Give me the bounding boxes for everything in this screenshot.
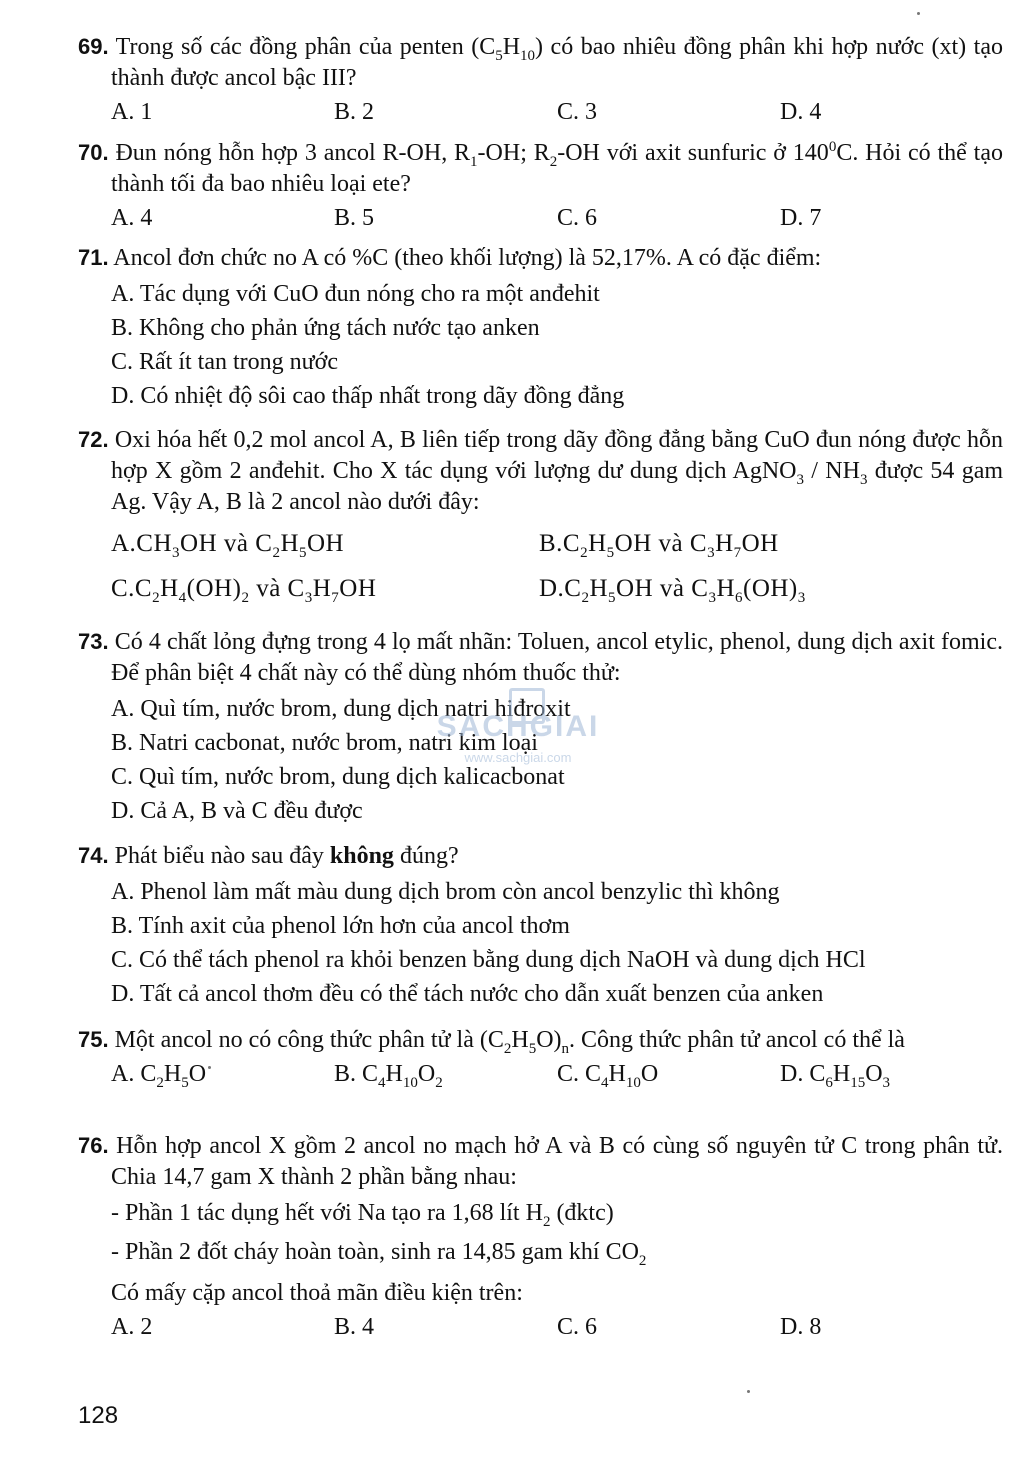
- option-c: C. 6: [557, 1314, 598, 1340]
- option-b: B. 2: [334, 99, 375, 125]
- option-d: $D.C_2H_5OH$ và $C_3H_6(OH)_3$: [539, 575, 806, 606]
- option-c: C. Rất ít tan trong nước: [111, 349, 339, 375]
- options-row: [111, 203, 1003, 234]
- question-prompt: Có mấy cặp ancol thoả mãn điều kiện trên:: [111, 1280, 523, 1306]
- question-number: 76.: [78, 1133, 109, 1158]
- question-69: [78, 31, 1003, 128]
- option-b: B. $C_4H_{10}O_2$: [334, 1061, 443, 1091]
- option-a: A. $C_2H_5O$: [111, 1061, 207, 1091]
- question-text: Một ancol no có công thức phân tử là $(C_2H_5O)_n$. Công thức phân tử ancol có thể là: [114, 1027, 905, 1057]
- option-d: D. 4: [780, 99, 822, 125]
- options-row: [111, 1312, 1003, 1343]
- option-b: B. 4: [334, 1314, 375, 1340]
- question-71: [78, 242, 1003, 412]
- question-number: 69.: [78, 34, 109, 59]
- option-c: C. 6: [557, 205, 598, 231]
- scan-speck: [917, 12, 920, 15]
- option-d: D. 7: [780, 205, 822, 231]
- options-row: [111, 97, 1003, 128]
- scan-speck: [208, 1066, 211, 1069]
- options-row: [111, 573, 1003, 604]
- option-b: B. Không cho phản ứng tách nước tạo anken: [111, 315, 540, 341]
- option-d: D. Cả A, B và C đều được: [111, 798, 363, 824]
- condition-line-1: - Phần 1 tác dụng hết với Na tạo ra 1,68 lít $H_2$ (đktc): [111, 1200, 614, 1230]
- question-number: 74.: [78, 843, 109, 868]
- question-70: [78, 137, 1003, 234]
- question-text: Đun nóng hỗn hợp 3 ancol R-OH, $R_1-OH$; $R_2-OH$ với axit sunfuric ở $140^0C$. Hỏi có thể tạo thành tối đa bao nhiêu loại ete?: [111, 139, 1003, 197]
- question-text: Phát biểu nào sau đây không đúng?: [114, 843, 459, 869]
- question-number: 72.: [78, 427, 109, 452]
- question-76: [78, 1130, 1003, 1343]
- question-74: [78, 840, 1003, 1010]
- question-72: [78, 424, 1003, 604]
- watermark-url: www.sachgiai.com: [464, 750, 572, 765]
- option-d: D. 8: [780, 1314, 822, 1340]
- watermark-name: SACHGIAI: [436, 710, 600, 743]
- page-number: 128: [78, 1402, 119, 1429]
- question-text: Oxi hóa hết 0,2 mol ancol A, B liên tiếp trong dãy đồng đẳng bằng CuO đun nóng được hỗn hợp X gồm 2 anđehit. Cho X tác dụng với lượng dư dung dịch AgNO$_3$ / $NH_3$ được 54 gam Ag. Vậy A, B là 2 ancol nào dưới đây:: [111, 427, 1004, 515]
- option-a: A. 2: [111, 1314, 153, 1340]
- option-a: A. Phenol làm mất màu dung dịch brom còn ancol benzylic thì không: [111, 879, 780, 905]
- question-text: Trong số các đồng phân của penten $(C_5H_{10})$ có bao nhiêu đồng phân khi hợp nước (xt) tạo thành được ancol bậc III?: [111, 34, 1003, 91]
- option-c: C. Quì tím, nước brom, dung dịch kalicacbonat: [111, 764, 565, 790]
- option-b: B. Tính axit của phenol lớn hơn của ancol thơm: [111, 913, 570, 939]
- option-a: A. 4: [111, 205, 153, 231]
- option-b: $B.C_2H_5OH$ và $C_3H_7OH$: [539, 530, 779, 561]
- option-d: D. $C_6H_{15}O_3$: [780, 1061, 891, 1091]
- question-text: Hỗn hợp ancol X gồm 2 ancol no mạch hở A và B có cùng số nguyên tử C trong phân tử. Chia 14,7 gam X thành 2 phần bằng nhau:: [111, 1133, 1004, 1190]
- question-number: 70.: [78, 140, 109, 165]
- question-75: [78, 1024, 1003, 1090]
- option-a: $A.CH_3OH$ và $C_2H_5OH$: [111, 530, 345, 561]
- option-d: D. Tất cả ancol thơm đều có thể tách nước cho dẫn xuất benzen của anken: [111, 981, 824, 1007]
- option-c: $C.C_2H_4(OH)_2$ và $C_3H_7OH$: [111, 575, 377, 606]
- option-a: A. Quì tím, nước brom, dung dịch natri hiđroxit: [111, 696, 571, 722]
- option-d: D. Có nhiệt độ sôi cao thấp nhất trong dãy đồng đẳng: [111, 383, 625, 409]
- scan-speck: [747, 1390, 750, 1393]
- question-text: Ancol đơn chức no A có %C (theo khối lượng) là 52,17%. A có đặc điểm:: [113, 245, 822, 271]
- option-a: A. 1: [111, 99, 153, 125]
- option-b: B. 5: [334, 205, 375, 231]
- option-c: C. Có thể tách phenol ra khỏi benzen bằng dung dịch NaOH và dung dịch HCl: [111, 947, 866, 973]
- options-row: [111, 528, 1003, 559]
- question-text: Có 4 chất lỏng đựng trong 4 lọ mất nhãn: Toluen, ancol etylic, phenol, dung dịch axit fomic. Để phân biệt 4 chất này có thể dùng nhóm thuốc thử:: [111, 629, 1004, 686]
- question-number: 71.: [78, 245, 109, 270]
- question-number: 73.: [78, 629, 109, 654]
- condition-line-2: - Phần 2 đốt cháy hoàn toàn, sinh ra 14,85 gam khí $CO_2$: [111, 1239, 647, 1269]
- options-row: [111, 1059, 1003, 1090]
- option-b: B. Natri cacbonat, nước brom, natri kim loại: [111, 730, 538, 756]
- option-c: C. $C_4H_{10}O$: [557, 1061, 659, 1091]
- option-a: A. Tác dụng với CuO đun nóng cho ra một anđehit: [111, 281, 600, 307]
- option-c: C. 3: [557, 99, 598, 125]
- question-number: 75.: [78, 1027, 109, 1052]
- question-73: [78, 626, 1003, 827]
